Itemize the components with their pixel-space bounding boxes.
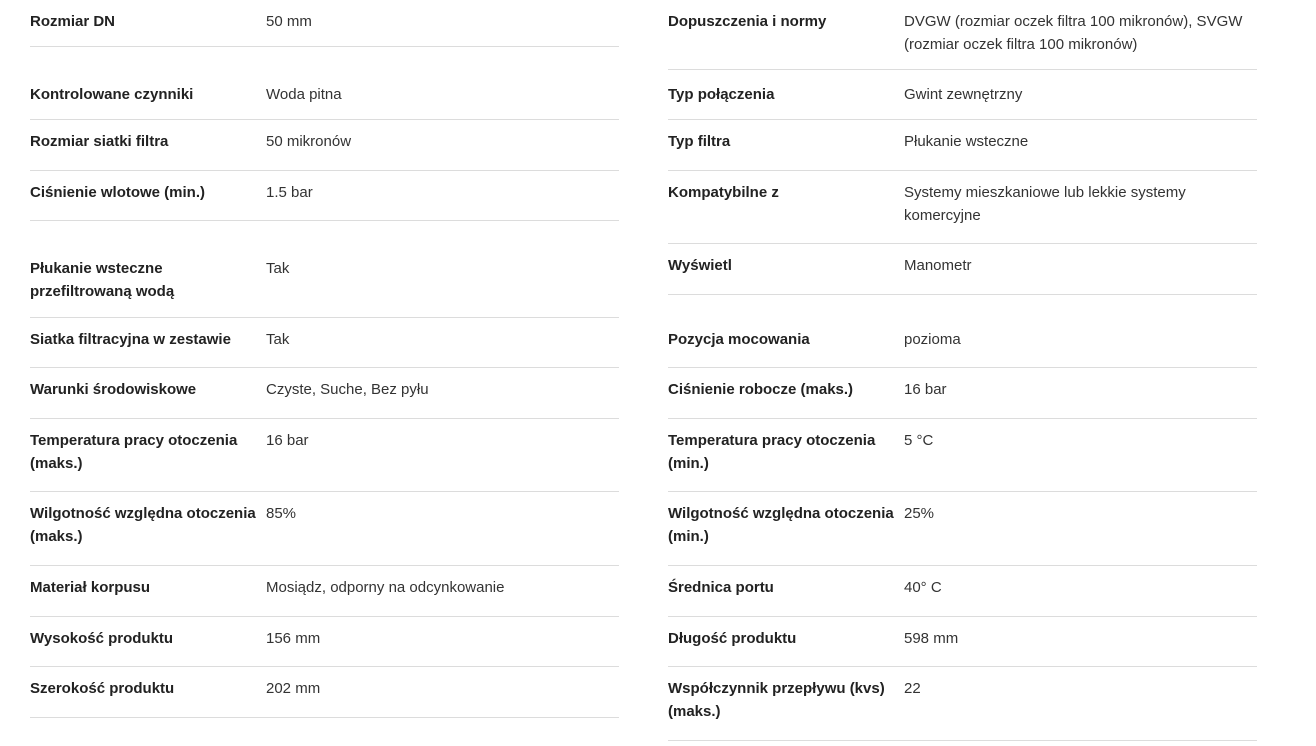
spec-label: Pozycja mocowania xyxy=(668,331,810,348)
spec-value: 1.5 bar xyxy=(266,184,313,201)
spec-value: Płukanie wsteczne xyxy=(904,133,1029,150)
spec-label: Współczynnik przepływu (kvs) (maks.) xyxy=(668,680,885,720)
spec-row xyxy=(30,617,619,667)
spec-row xyxy=(30,566,619,617)
spec-value: 5 °C xyxy=(904,432,934,449)
spec-row xyxy=(668,318,1257,368)
spec-row xyxy=(668,73,1257,120)
spec-label: Długość produktu xyxy=(668,630,797,647)
spec-label: Ciśnienie robocze (maks.) xyxy=(668,381,854,398)
spec-value: DVGW (rozmiar oczek filtra 100 mikronów), SVGW (rozmiar oczek filtra 100 mikronów) xyxy=(904,13,1243,53)
spec-value: Systemy mieszkaniowe lub lekkie systemy komercyjne xyxy=(904,184,1186,224)
spec-value: Manometr xyxy=(904,257,972,274)
spec-row xyxy=(30,171,619,221)
spec-value: Woda pitna xyxy=(266,86,342,103)
spec-value: 16 bar xyxy=(904,381,947,398)
spec-row xyxy=(30,492,619,566)
spec-row xyxy=(30,73,619,120)
spec-label: Materiał korpusu xyxy=(30,579,151,596)
spec-row xyxy=(668,368,1257,419)
spec-label: Rozmiar siatki filtra xyxy=(30,133,169,150)
spec-row xyxy=(668,566,1257,617)
spec-row xyxy=(668,120,1257,171)
spec-row xyxy=(668,419,1257,492)
spec-row xyxy=(30,247,619,318)
spec-row xyxy=(668,667,1257,741)
spec-label: Siatka filtracyjna w zestawie xyxy=(30,331,231,348)
spec-label: Typ filtra xyxy=(668,133,731,150)
spec-label: Dopuszczenia i normy xyxy=(668,13,827,30)
spec-label: Warunki środowiskowe xyxy=(30,381,197,398)
spec-value: 16 bar xyxy=(266,432,309,449)
spec-label: Wysokość produktu xyxy=(30,630,174,647)
spec-row xyxy=(30,120,619,171)
spec-value: 85% xyxy=(266,505,297,522)
spec-value: 50 mm xyxy=(266,13,312,30)
spec-value: Tak xyxy=(266,260,290,277)
spec-label: Szerokość produktu xyxy=(30,680,175,697)
spec-label: Wyświetl xyxy=(668,257,732,274)
spec-row xyxy=(668,0,1257,70)
spec-row xyxy=(30,667,619,718)
spec-label: Kompatybilne z xyxy=(668,184,779,201)
spec-label: Typ połączenia xyxy=(668,86,775,103)
spec-value: Gwint zewnętrzny xyxy=(904,86,1023,103)
spec-row xyxy=(668,244,1257,295)
spec-value: 50 mikronów xyxy=(266,133,352,150)
spec-row xyxy=(30,318,619,368)
spec-label: Temperatura pracy otoczenia (maks.) xyxy=(30,432,238,472)
spec-row xyxy=(30,419,619,492)
spec-label: Wilgotność względna otoczenia (min.) xyxy=(668,505,894,545)
spec-value: 22 xyxy=(904,680,921,697)
spec-value: 40° C xyxy=(904,579,942,596)
spec-label: Średnica portu xyxy=(668,579,774,596)
spec-value: 25% xyxy=(904,505,935,522)
spec-value: 598 mm xyxy=(904,630,959,647)
spec-row xyxy=(668,617,1257,667)
spec-label: Temperatura pracy otoczenia (min.) xyxy=(668,432,876,472)
spec-label: Ciśnienie wlotowe (min.) xyxy=(30,184,206,201)
spec-row xyxy=(668,171,1257,244)
spec-value: 156 mm xyxy=(266,630,321,647)
spec-value: Czyste, Suche, Bez pyłu xyxy=(266,381,429,398)
spec-value: 202 mm xyxy=(266,680,321,697)
spec-value: Tak xyxy=(266,331,290,348)
spec-value: Mosiądz, odporny na odcynkowanie xyxy=(266,579,505,596)
spec-row xyxy=(30,368,619,419)
spec-value: pozioma xyxy=(904,331,961,348)
spec-row xyxy=(668,492,1257,566)
spec-label: Płukanie wsteczne przefiltrowaną wodą xyxy=(30,260,175,300)
spec-label: Rozmiar DN xyxy=(30,13,116,30)
spec-label: Kontrolowane czynniki xyxy=(30,86,194,103)
spec-label: Wilgotność względna otoczenia (maks.) xyxy=(30,505,256,545)
spec-row xyxy=(30,0,619,47)
